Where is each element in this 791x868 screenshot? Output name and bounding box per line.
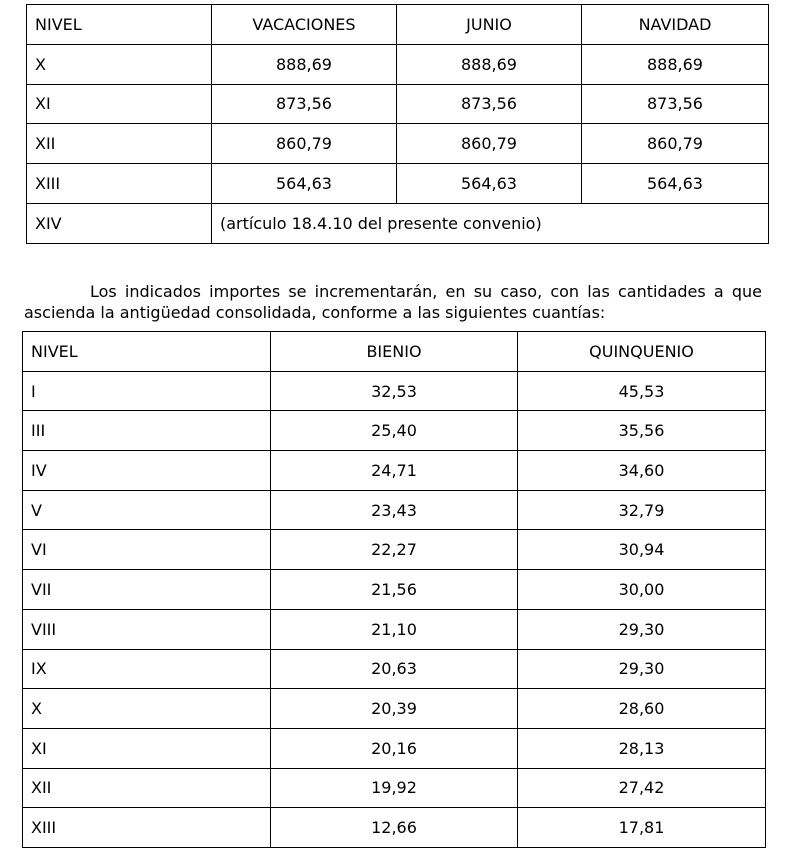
header-quinquenio: QUINQUENIO bbox=[518, 332, 766, 372]
cell-bienio: 21,56 bbox=[271, 570, 518, 610]
cell-quinquenio: 30,00 bbox=[518, 570, 766, 610]
header-navidad: NAVIDAD bbox=[582, 5, 769, 45]
table-row bbox=[23, 530, 766, 570]
cell-value: 564,63 bbox=[582, 164, 769, 204]
cell-level: III bbox=[23, 411, 271, 451]
cell-value: 873,56 bbox=[212, 84, 397, 124]
table-row bbox=[23, 490, 766, 530]
cell-quinquenio: 27,42 bbox=[518, 768, 766, 808]
cell-value: 888,69 bbox=[582, 44, 769, 84]
cell-note: (artículo 18.4.10 del presente convenio) bbox=[212, 203, 769, 243]
cell-value: 873,56 bbox=[397, 84, 582, 124]
cell-value: 860,79 bbox=[582, 124, 769, 164]
seniority-table bbox=[22, 331, 766, 848]
cell-level: X bbox=[23, 689, 271, 729]
cell-level: XII bbox=[27, 124, 212, 164]
cell-quinquenio: 45,53 bbox=[518, 371, 766, 411]
header-vacaciones: VACACIONES bbox=[212, 5, 397, 45]
cell-level: VI bbox=[23, 530, 271, 570]
body-paragraph bbox=[24, 281, 762, 323]
paragraph-text: Los indicados importes se incrementarán, en su caso, con las cantidades a que ascienda la antigüedad consolidada, conforme a las siguientes cuantías: bbox=[24, 282, 762, 322]
table-row bbox=[27, 44, 769, 84]
cell-bienio: 25,40 bbox=[271, 411, 518, 451]
table-row bbox=[23, 609, 766, 649]
cell-quinquenio: 34,60 bbox=[518, 451, 766, 491]
cell-level: X bbox=[27, 44, 212, 84]
cell-bienio: 12,66 bbox=[271, 808, 518, 848]
cell-value: 873,56 bbox=[582, 84, 769, 124]
cell-level: V bbox=[23, 490, 271, 530]
cell-level: VIII bbox=[23, 609, 271, 649]
cell-quinquenio: 35,56 bbox=[518, 411, 766, 451]
cell-level: XIV bbox=[27, 203, 212, 243]
table-header-row bbox=[27, 5, 769, 45]
cell-quinquenio: 29,30 bbox=[518, 609, 766, 649]
table-row bbox=[23, 808, 766, 848]
header-nivel: NIVEL bbox=[23, 332, 271, 372]
cell-bienio: 22,27 bbox=[271, 530, 518, 570]
cell-bienio: 24,71 bbox=[271, 451, 518, 491]
header-junio: JUNIO bbox=[397, 5, 582, 45]
pay-table bbox=[26, 4, 769, 244]
cell-bienio: 20,39 bbox=[271, 689, 518, 729]
cell-quinquenio: 28,13 bbox=[518, 728, 766, 768]
cell-level: XIII bbox=[27, 164, 212, 204]
cell-level: IX bbox=[23, 649, 271, 689]
cell-quinquenio: 29,30 bbox=[518, 649, 766, 689]
cell-quinquenio: 28,60 bbox=[518, 689, 766, 729]
cell-value: 564,63 bbox=[212, 164, 397, 204]
cell-value: 888,69 bbox=[212, 44, 397, 84]
cell-level: XI bbox=[23, 728, 271, 768]
cell-quinquenio: 32,79 bbox=[518, 490, 766, 530]
table-row bbox=[27, 164, 769, 204]
cell-bienio: 32,53 bbox=[271, 371, 518, 411]
cell-bienio: 20,16 bbox=[271, 728, 518, 768]
cell-bienio: 23,43 bbox=[271, 490, 518, 530]
header-nivel: NIVEL bbox=[27, 5, 212, 45]
table-row bbox=[23, 728, 766, 768]
cell-value: 564,63 bbox=[397, 164, 582, 204]
cell-value: 860,79 bbox=[212, 124, 397, 164]
cell-value: 860,79 bbox=[397, 124, 582, 164]
cell-bienio: 21,10 bbox=[271, 609, 518, 649]
cell-level: XIII bbox=[23, 808, 271, 848]
cell-level: XI bbox=[27, 84, 212, 124]
table-row bbox=[23, 570, 766, 610]
table-row bbox=[27, 203, 769, 243]
cell-bienio: 19,92 bbox=[271, 768, 518, 808]
table-row bbox=[27, 84, 769, 124]
table-row bbox=[23, 689, 766, 729]
table-header-row bbox=[23, 332, 766, 372]
header-bienio: BIENIO bbox=[271, 332, 518, 372]
cell-quinquenio: 30,94 bbox=[518, 530, 766, 570]
cell-value: 888,69 bbox=[397, 44, 582, 84]
cell-level: VII bbox=[23, 570, 271, 610]
cell-level: I bbox=[23, 371, 271, 411]
table-row bbox=[23, 451, 766, 491]
table-row bbox=[23, 649, 766, 689]
table-row bbox=[23, 411, 766, 451]
cell-level: XII bbox=[23, 768, 271, 808]
table-row bbox=[23, 371, 766, 411]
table-row bbox=[27, 124, 769, 164]
cell-level: IV bbox=[23, 451, 271, 491]
table-row bbox=[23, 768, 766, 808]
cell-bienio: 20,63 bbox=[271, 649, 518, 689]
cell-quinquenio: 17,81 bbox=[518, 808, 766, 848]
